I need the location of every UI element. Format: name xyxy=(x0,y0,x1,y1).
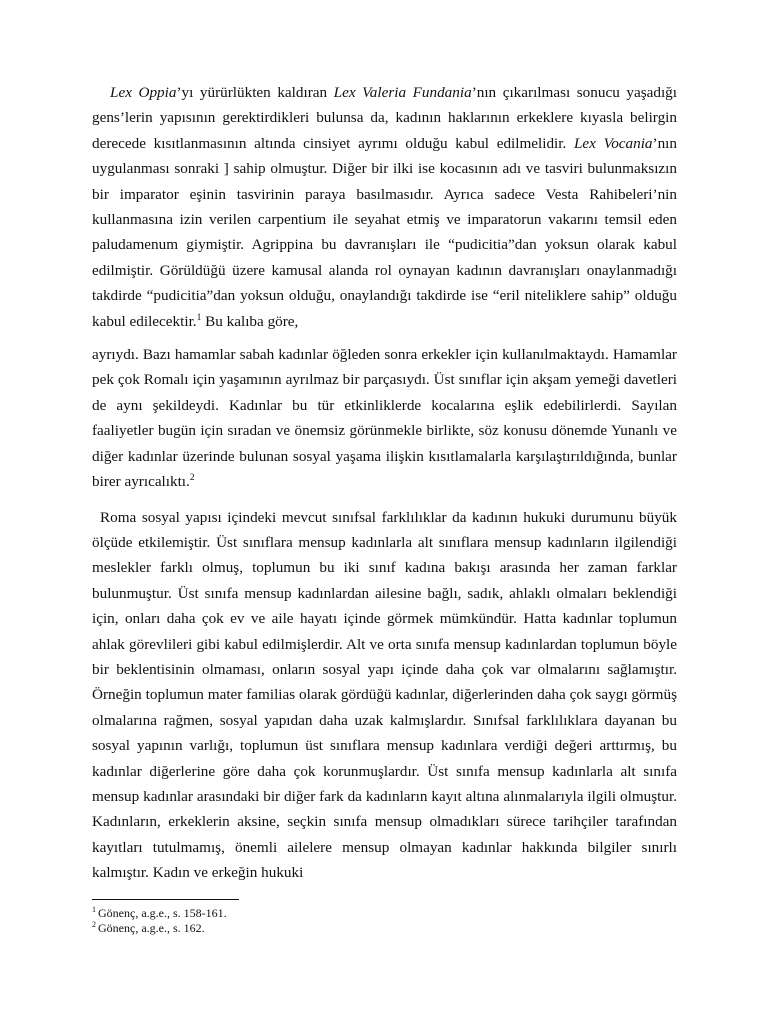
paragraph-2 xyxy=(92,342,677,494)
paragraph-1-text-c: ’nın uygulanması sonraki ] sahip olmuştur. Diğer bir ilki ise kocasının adı ve tasviri bulunmaksızın bir imparator eşinin tasvirinin paraya basılmasıdır. Ayrıca sadece Vesta Rahibeleri’nin kullanmasına izin verilen carpentium ile seyahat etmiş ve imparatorun vakarını temsil eden paludamenum giymiştir. Agrippina bu davranışları ile “pudicitia”dan yoksun olarak kabul edilmiştir. Görüldüğü üzere kamusal alanda rol oynayan kadının davranışları onaylanmadığı takdirde “pudicitia”dan yoksun olduğu, onaylandığı takdirde ise “eril niteliklere sahip” olduğu kabul edilecektir. xyxy=(92,134,677,330)
footnote-1 xyxy=(92,906,677,921)
paragraph-2-text: ayrıydı. Bazı hamamlar sabah kadınlar öğleden sonra erkekler için kullanılmaktaydı. Hamamlar pek çok Romalı için yaşamının ayrılmaz bir parçasıydı. Üst sınıflar için akşam yemeği davetleri de aynı şekildeydi. Kadınlar bu tür etkinliklerde kocalarına eşlik edebilirlerdi. Sayılan faaliyetler bugün için sıradan ve önemsiz görünmekle birlikte, söz konusu dönemde Yunanlı ve diğer kadınlar üzerinde bulunan sosyal yaşama ilişkin kısıtlamalarla karşılaştırıldığında, bunlar birer ayrıcalıktı. xyxy=(92,346,677,491)
footnote-2 xyxy=(92,921,677,936)
paragraph-1-italic-lex-oppia: Lex Oppia xyxy=(110,84,177,101)
paragraph-3 xyxy=(92,505,677,886)
footnote-ref-2: 2 xyxy=(189,473,195,484)
paragraph-1-italic-lex-vocania: Lex Vocania xyxy=(573,134,653,152)
footnote-1-text: Gönenç, a.g.e., s. 158-161. xyxy=(98,906,227,920)
paragraph-3-text: Roma sosyal yapısı içindeki mevcut sınıfsal farklılıklar da kadının hukuki durumunu büyük ölçüde etkilemiştir. Üst sınıflara mensup kadınlarla alt sınıflara mensup kadınların ilgilendiği meslekler farklı olmuş, toplumun bu iki sınıf kadına bakışı arasında her zaman farklar bulunmuştur. Üst sınıfa mensup kadınlardan ailesine bağlı, sadık, ahlaklı olmaları beklendiği için, onları daha çok ev ve aile hayatı içinde görmek mümkündür. Hatta kadınlar toplumun ahlak görevlileri gibi kabul edilmişlerdir. Alt ve orta sınıfa mensup kadınlardan toplumun böyle bir beklentisinin olmaması, onların sosyal yapı içinde daha çok var olmalarını sağlamıştır. Örneğin toplumun mater familias olarak gördüğü kadınlar, diğerlerinden daha çok saygı görmüş olmalarına rağmen, sosyal yapıdan daha uzak kalmışlardır. Sınıfsal farklılıklara dayanan bu sosyal yapının varlığı, toplumun üst sınıflara mensup kadınlara verdiği değeri arttırmış, bu kadınlar diğerlerine göre daha çok korunmuşlardır. Üst sınıfa mensup kadınlarla alt sınıfa mensup kadınlar arasındaki bir diğer fark da kadınların kayıt altına alınmalarıyla ilgili olmuştur. Kadınların, erkeklerin aksine, seçkin sınıfa mensup olmadıkları sürece tarihçiler tarafından kayıtları tutulmamış, önemli ailelere mensup olmayan kadınlar hakkında bilgiler sınırlı kalmıştır. Kadın ve erkeğin hukuki xyxy=(92,508,677,882)
paragraph-1-text-a: ’yı yürürlükten kaldıran xyxy=(176,84,334,101)
paragraph-1 xyxy=(92,80,677,334)
footnote-separator xyxy=(92,899,239,900)
paragraph-1-text-d: Bu kalıba göre, xyxy=(201,312,299,330)
footnote-ref-1: 1 xyxy=(196,312,202,323)
footnotes xyxy=(92,906,677,936)
document-page xyxy=(92,80,677,886)
footnote-2-number: 2 xyxy=(92,920,96,929)
footnote-1-number: 1 xyxy=(92,905,96,914)
paragraph-1-text-b: ’nın çıkarılması sonucu yaşadığı gens’lerin yapısının gerektirdikleri bulunsa da, kadının haklarının erkeklere kıyasla belirgin derecede kısıtlanmasının altında cinsiyet ayrımı olduğu kabul edilmelidir. xyxy=(92,84,677,152)
paragraph-1-italic-lex-valeria: Lex Valeria Fundania xyxy=(333,84,472,101)
footnote-2-text: Gönenç, a.g.e., s. 162. xyxy=(98,921,205,935)
